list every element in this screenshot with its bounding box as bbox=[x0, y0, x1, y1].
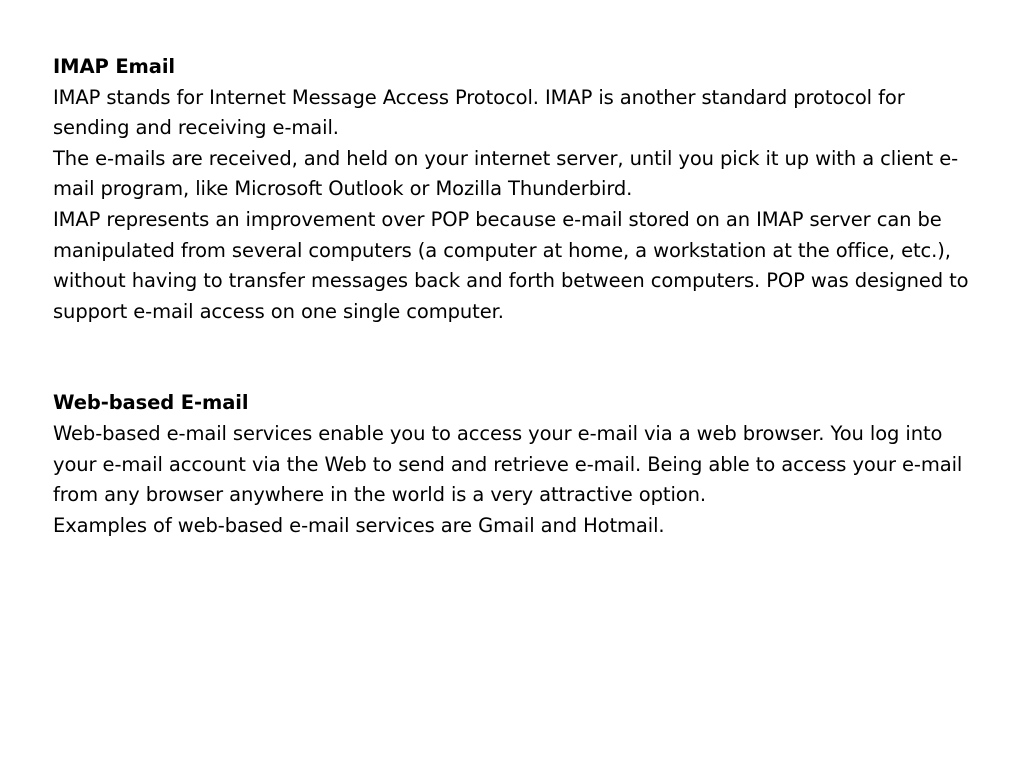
web-email-examples-paragraph: Examples of web-based e-mail services are Gmail and Hotmail. bbox=[53, 513, 665, 537]
web-based-email-heading: Web-based E-mail bbox=[53, 391, 249, 415]
imap-definition-paragraph: IMAP stands for Internet Message Access Protocol. IMAP is another standard protocol for sending and receiving e-mail. bbox=[53, 85, 905, 140]
imap-vs-pop-paragraph: IMAP represents an improvement over POP because e-mail stored on an IMAP server can be manipulated from several computers (a computer at home, a workstation at the office, etc.), without having to transfer messages back and forth between computers. POP was designed to support e-mail access on one single computer. bbox=[53, 207, 969, 323]
web-email-description-paragraph: Web-based e-mail services enable you to access your e-mail via a web browser. You log into your e-mail account via the Web to send and retrieve e-mail. Being able to access your e-mail from any browser anywhere in the world is a very attractive option. bbox=[53, 421, 963, 507]
imap-email-heading: IMAP Email bbox=[53, 55, 175, 78]
imap-server-paragraph: The e-mails are received, and held on your internet server, until you pick it up with a client e-mail program, like Microsoft Outlook or Mozilla Thunderbird. bbox=[53, 146, 959, 201]
imap-email-section bbox=[53, 52, 984, 327]
web-based-email-section bbox=[53, 388, 984, 541]
